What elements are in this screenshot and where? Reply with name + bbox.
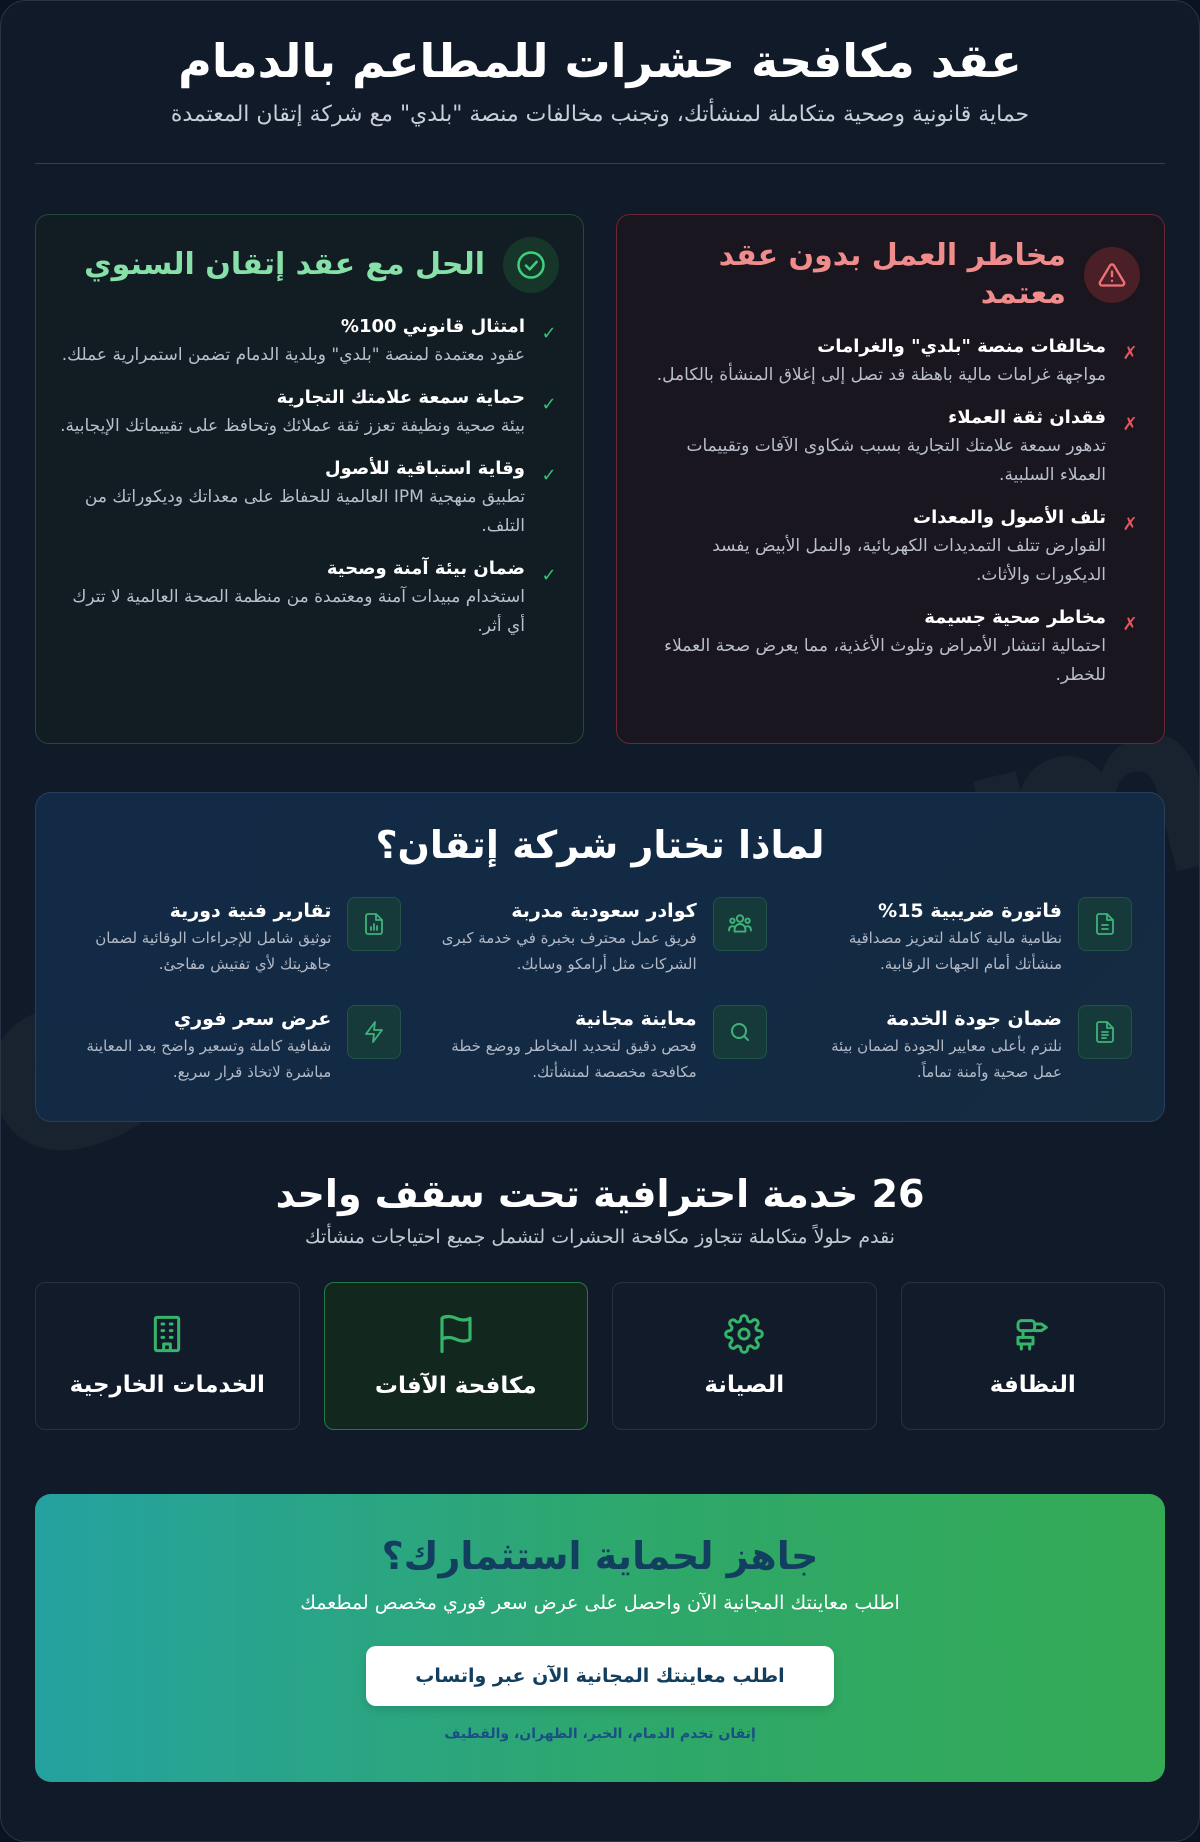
feature-title: ضمان جودة الخدمة bbox=[886, 1008, 1062, 1030]
risk-item bbox=[641, 604, 1140, 690]
feature-desc: نلتزم بأعلى معايير الجودة لضمان بيئة عمل صحية وآمنة تماماً. bbox=[831, 1037, 1062, 1081]
risks-title: مخاطر العمل بدون عقد معتمد bbox=[718, 238, 1066, 311]
solution-item-desc: استخدام مبيدات آمنة ومعتمدة من منظمة الصحة العالمية لا تترك أي أثر. bbox=[72, 587, 525, 636]
services-subtitle: نقدم حلولاً متكاملة تتجاوز مكافحة الحشرات لتشمل جميع احتياجات منشأتك bbox=[305, 1226, 895, 1248]
feature-desc: شفافية كاملة وتسعير واضح بعد المعاينة مباشرة لاتخاذ قرار سريع. bbox=[86, 1037, 332, 1081]
checkmark-icon: ✓ bbox=[541, 323, 557, 344]
solution-item-title: امتثال قانوني 100% bbox=[340, 316, 525, 337]
feature-title: فاتورة ضريبية 15% bbox=[878, 900, 1062, 922]
feature-item bbox=[68, 897, 401, 977]
building-icon bbox=[147, 1314, 187, 1358]
solution-item bbox=[60, 455, 559, 541]
solution-item-title: ضمان بيئة آمنة وصحية bbox=[326, 558, 525, 579]
document-icon bbox=[1078, 897, 1132, 951]
check-circle-icon bbox=[503, 237, 559, 293]
feature-title: عرض سعر فوري bbox=[173, 1008, 332, 1030]
service-card-cleaning[interactable] bbox=[901, 1282, 1166, 1430]
feature-item bbox=[799, 897, 1132, 977]
page-title: عقد مكافحة حشرات للمطاعم بالدمام bbox=[178, 34, 1022, 88]
checkmark-icon: ✓ bbox=[541, 565, 557, 586]
risks-card bbox=[616, 214, 1165, 744]
cross-icon: ✗ bbox=[1122, 514, 1138, 535]
risk-item-desc: تدهور سمعة علامتك التجارية بسبب شكاوى الآفات وتقييمات العملاء السلبية. bbox=[686, 436, 1106, 485]
feature-title: معاينة مجانية bbox=[575, 1008, 697, 1030]
why-title: لماذا تختار شركة إتقان؟ bbox=[375, 823, 825, 867]
cta-subtitle: اطلب معاينتك المجانية الآن واحصل على عرض سعر فوري مخصص لمطعمك bbox=[300, 1592, 900, 1614]
risk-item bbox=[641, 404, 1140, 490]
cross-icon: ✗ bbox=[1122, 343, 1138, 364]
service-card-maintenance[interactable] bbox=[612, 1282, 877, 1430]
lightning-icon bbox=[347, 1005, 401, 1059]
solution-card bbox=[35, 214, 584, 744]
risk-item bbox=[641, 333, 1140, 390]
whatsapp-inspection-button[interactable]: اطلب معاينتك المجانية الآن عبر واتساب bbox=[366, 1646, 834, 1706]
warning-icon bbox=[1084, 247, 1140, 303]
solution-item bbox=[60, 313, 559, 370]
risk-item-desc: القوارض تتلف التمديدات الكهربائية، والنمل الأبيض يفسد الديكورات والأثاث. bbox=[712, 536, 1106, 585]
solution-item-desc: تطبيق منهجية IPM العالمية للحفاظ على معداتك وديكوراتك من التلف. bbox=[84, 487, 525, 536]
solution-item bbox=[60, 384, 559, 441]
risk-item-title: مخاطر صحية جسيمة bbox=[924, 607, 1106, 628]
feature-desc: توثيق شامل للإجراءات الوقائية لضمان جاهزيتك لأي تفتيش مفاجئ. bbox=[95, 929, 332, 973]
solution-item-desc: عقود معتمدة لمنصة "بلدي" وبلدية الدمام تضمن استمرارية عملك. bbox=[61, 345, 525, 365]
risk-item-desc: مواجهة غرامات مالية باهظة قد تصل إلى إغلاق المنشأة بالكامل. bbox=[656, 365, 1106, 385]
risk-item-title: فقدان ثقة العملاء bbox=[948, 407, 1106, 428]
search-icon bbox=[713, 1005, 767, 1059]
feature-desc: فريق عمل محترف بخبرة في خدمة كبرى الشركات مثل أرامكو وسابك. bbox=[441, 929, 697, 973]
solution-item bbox=[60, 555, 559, 641]
services-section bbox=[35, 1168, 1165, 1430]
feature-title: كوادر سعودية مدربة bbox=[511, 900, 697, 922]
service-label: الصيانة bbox=[704, 1372, 785, 1398]
risk-item-title: مخالفات منصة "بلدي" والغرامات bbox=[817, 336, 1106, 357]
service-card-outsourcing[interactable] bbox=[35, 1282, 300, 1430]
team-icon bbox=[713, 897, 767, 951]
why-section bbox=[35, 792, 1165, 1122]
feature-desc: فحص دقيق لتحديد المخاطر ووضع خطة مكافحة مخصصة لمنشأتك. bbox=[451, 1037, 697, 1081]
cleaning-icon bbox=[1013, 1314, 1053, 1358]
report-chart-icon bbox=[347, 897, 401, 951]
risk-item-desc: احتمالية انتشار الأمراض وتلوث الأغذية، مما يعرض صحة العملاء للخطر. bbox=[664, 636, 1106, 685]
comparison-section bbox=[35, 214, 1165, 744]
feature-item bbox=[433, 897, 766, 977]
services-title: 26 خدمة احترافية تحت سقف واحد bbox=[275, 1172, 925, 1216]
service-label: الخدمات الخارجية bbox=[69, 1372, 265, 1398]
page-header bbox=[35, 1, 1165, 131]
page-subtitle: حماية قانونية وصحية متكاملة لمنشأتك، وتجنب مخالفات منصة "بلدي" مع شركة إتقان المعتمدة bbox=[170, 102, 1030, 127]
flag-icon bbox=[435, 1313, 477, 1359]
cross-icon: ✗ bbox=[1122, 614, 1138, 635]
cta-title: جاهز لحماية استثمارك؟ bbox=[381, 1534, 819, 1578]
solution-item-desc: بيئة صحية ونظيفة تعزز ثقة عملائك وتحافظ على تقييماتك الإيجابية. bbox=[60, 416, 525, 436]
service-card-pest-control[interactable] bbox=[324, 1282, 589, 1430]
solution-title: الحل مع عقد إتقان السنوي bbox=[84, 247, 485, 282]
solution-item-title: وقاية استباقية للأصول bbox=[324, 458, 525, 479]
feature-item bbox=[68, 1005, 401, 1085]
risk-item-title: تلف الأصول والمعدات bbox=[913, 507, 1106, 528]
risk-item bbox=[641, 504, 1140, 590]
gear-icon bbox=[724, 1314, 764, 1358]
checkmark-icon: ✓ bbox=[541, 394, 557, 415]
document-text-icon bbox=[1078, 1005, 1132, 1059]
feature-item bbox=[799, 1005, 1132, 1085]
feature-desc: نظامية مالية كاملة لتعزيز مصداقية منشأتك أمام الجهات الرقابية. bbox=[848, 929, 1062, 973]
feature-item bbox=[433, 1005, 766, 1085]
cta-section bbox=[35, 1494, 1165, 1782]
service-label: النظافة bbox=[989, 1372, 1076, 1398]
cross-icon: ✗ bbox=[1122, 414, 1138, 435]
service-areas-note: إتقان تخدم الدمام، الخبر، الظهران، والقطيف bbox=[444, 1726, 756, 1742]
checkmark-icon: ✓ bbox=[541, 465, 557, 486]
service-label: مكافحة الآفات bbox=[374, 1373, 537, 1399]
feature-title: تقارير فنية دورية bbox=[169, 900, 332, 922]
header-divider bbox=[35, 163, 1165, 164]
solution-item-title: حماية سمعة علامتك التجارية bbox=[276, 387, 525, 408]
